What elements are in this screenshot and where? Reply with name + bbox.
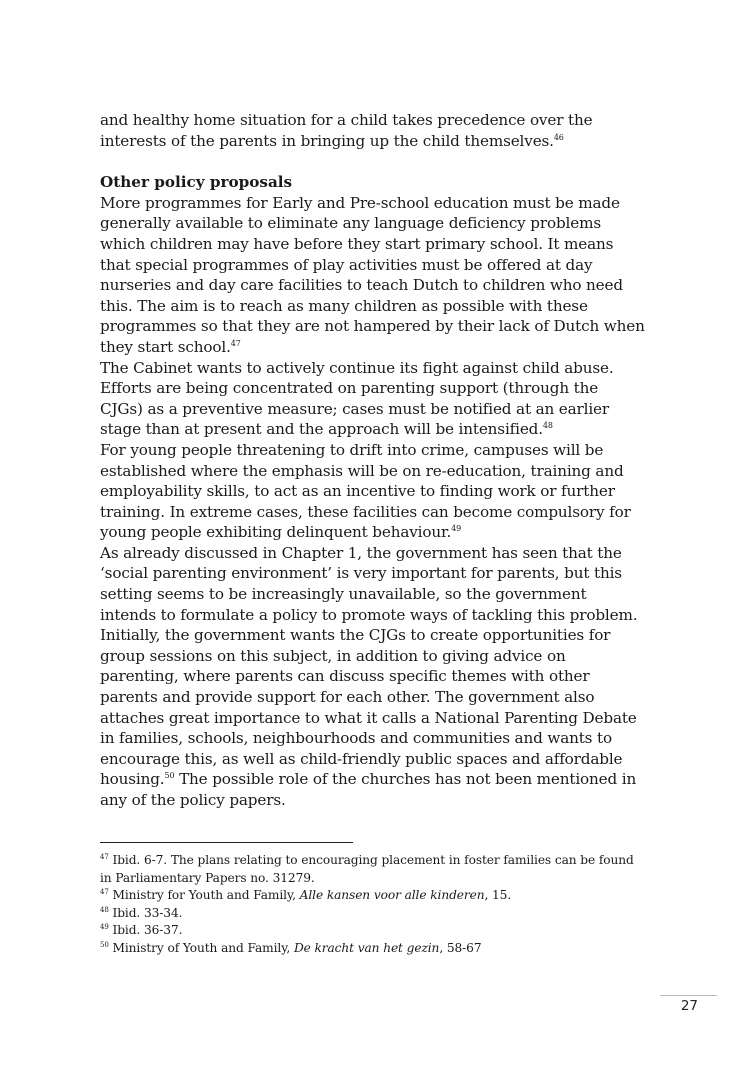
- footnote-ref[interactable]: 48: [542, 421, 553, 431]
- footnote: $^{47}$ Ministry for Youth and Family, Alle kansen voor alle kinderen, 15.: [100, 888, 512, 903]
- intro-paragraph: and healthy home situation for a child takes precedence over the interests of the parents in bringing up the child themselves.$^{46}$: [100, 111, 593, 150]
- page-number-divider: [660, 995, 717, 996]
- paragraph: More programmes for Early and Pre-school education must be made generally available to eliminate any language deficiency problems which children may have before they start primary school. It means that special programmes of play activities must be offered at day nurseries and day care facilities to teach Dutch to children who need this. The aim is to reach as many children as possible with these programmes so that they are not hampered by their lack of Dutch when they start school.$^{47}$: [100, 193, 645, 356]
- footnote-divider: [100, 842, 353, 843]
- paragraph: As already discussed in Chapter 1, the government has seen that the ‘social parenting environment’ is very important for parents, but this setting seems to be increasingly unavailable, so the government intends to formulate a policy to promote ways of tackling this problem. Initially, the government wants the CJGs to create opportunities for group sessions on this subject, in addition to giving advice on parenting, where parents can discuss specific themes with other parents and provide support for each other. The government also attaches great importance to what it calls a National Parenting Debate in families, schools, neighbourhoods and communities and wants to encourage this, as well as child-friendly public spaces and affordable housing.$^{50}$ The possible role of the churches has not been mentioned in any of the policy papers.: [100, 543, 638, 809]
- footnote-ref[interactable]: 50: [164, 771, 175, 781]
- paragraph: The Cabinet wants to actively continue its fight against child abuse. Efforts are being concentrated on parenting support (through the CJGs) as a preventive measure; cases must be notified at an earlier stage than at present and the approach will be intensified.$^{48}$: [100, 358, 614, 439]
- publication-title: De kracht van het gezin: [293, 940, 440, 955]
- footnote-ref[interactable]: 47: [230, 338, 241, 348]
- paragraph: For young people threatening to drift into crime, campuses will be established where the emphasis will be on re-education, training and employability skills, to act as an incentive to finding work or further training. In extreme cases, these facilities can become compulsory for young people exhibiting delinquent behaviour.$^{49}$: [100, 440, 631, 542]
- footnote: $^{50}$ Ministry of Youth and Family, De kracht van het gezin, 58-67: [100, 940, 482, 955]
- footnote: $^{48}$ Ibid. 33-34.: [100, 905, 183, 920]
- main-text: [100, 110, 645, 811]
- footnote: $^{47}$ Ibid. 6-7. The plans relating to encouraging placement in foster families can be found in Parliamentary Papers no. 31279.: [100, 853, 634, 885]
- page-number: 27: [680, 998, 698, 1014]
- publication-title: Alle kansen voor alle kinderen: [299, 888, 485, 903]
- footnote: $^{49}$ Ibid. 36-37.: [100, 923, 183, 938]
- section-heading: Other policy proposals: [100, 173, 293, 192]
- footnote-ref[interactable]: 46: [553, 132, 564, 142]
- footnotes: [100, 852, 645, 958]
- footnote-ref[interactable]: 49: [451, 524, 462, 534]
